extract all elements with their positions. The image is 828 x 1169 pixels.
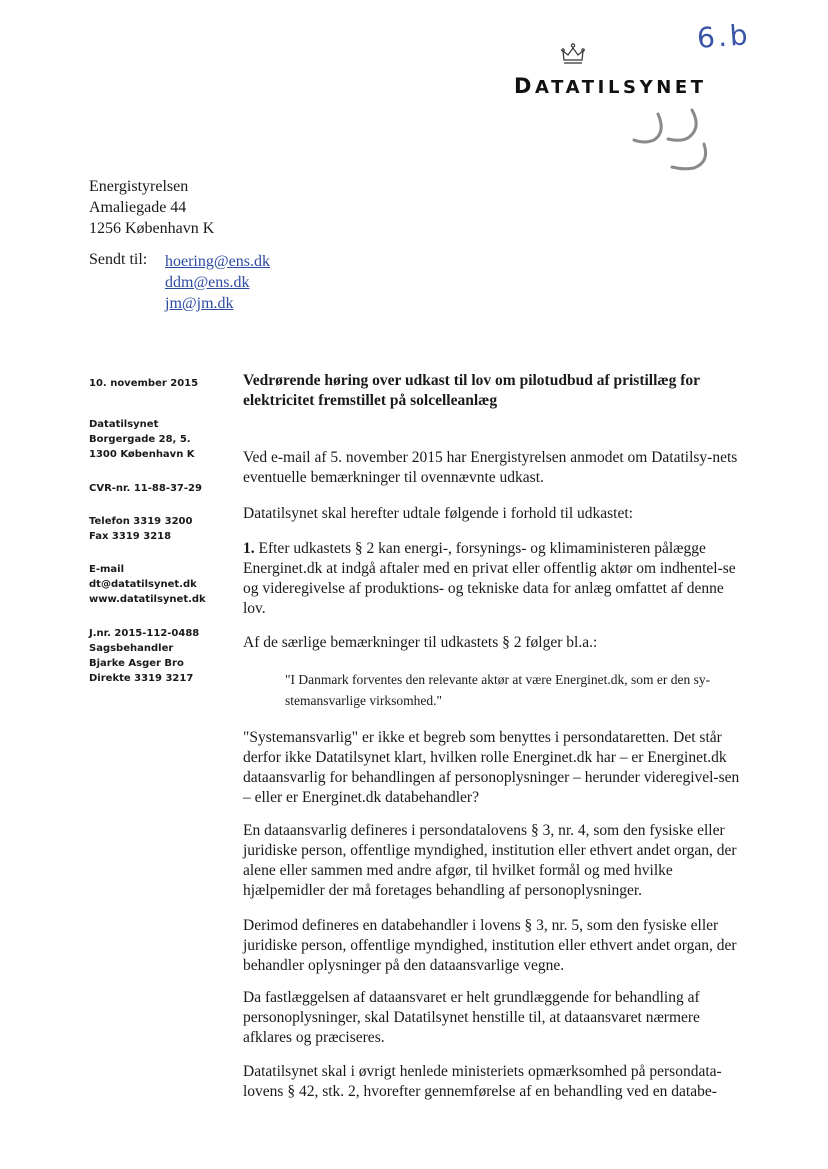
crown-icon	[560, 42, 586, 68]
paragraph-3-number: 1.	[243, 539, 255, 557]
sender-block	[89, 417, 195, 462]
sent-to-list	[165, 251, 270, 314]
case-block	[89, 626, 199, 686]
paragraph-1: Ved e-mail af 5. november 2015 har Energistyrelsen anmodet om Datatilsy-nets eventuelle bemærkninger til ovennævnte udkast.	[243, 448, 738, 486]
paragraph-5: "Systemansvarlig" er ikke et begreb som benyttes i persondataretten. Det står derfor ikke Datatilsynet klart, hvilken rolle Energinet.dk har – er Energinet.dk dataansvarlig for behandlingen af personoplysninger – herunder videregivel-sen – eller er Energinet.dk databehandler?	[243, 728, 740, 806]
journal-number: J.nr. 2015-112-0488	[89, 628, 200, 639]
logo-initial: D	[514, 74, 536, 98]
letter-subject: Vedrørende høring over udkast til lov om pilotudbud af pristillæg for elektricitet fremstillet på solcelleanlæg	[243, 372, 700, 409]
recipient-name: Energistyrelsen	[89, 178, 189, 195]
handler-label: Sagsbehandler	[89, 643, 174, 654]
paragraph-3	[243, 539, 743, 619]
sender-street: Borgergade 28, 5.	[89, 434, 191, 445]
paragraph-8: Da fastlæggelsen af dataansvaret er helt grundlæggende for behandling af personoplysninger, skal Datatilsynet henstille til, at dataansvaret nærmere afklares og præciseres.	[243, 988, 700, 1046]
contact-online-block	[89, 562, 206, 607]
recipient-address	[89, 176, 214, 239]
email-label: E-mail	[89, 564, 125, 575]
cvr-number: CVR-nr. 11-88-37-29	[89, 483, 202, 494]
logo-rest: ATATILSYNET	[535, 77, 707, 98]
paragraph-7: Derimod defineres en databehandler i lovens § 3, nr. 5, som den fysiske eller juridiske person, offentlige myndighed, institution eller ethvert andet organ, der behandler oplysninger på den dataansvarlige vegne.	[243, 916, 737, 974]
sender-name: Datatilsynet	[89, 419, 159, 430]
phone-number: Telefon 3319 3200	[89, 516, 193, 527]
quote-block: "I Danmark forventes den relevante aktør at være Energinet.dk, som er den sy-stemansvarlige virksomhed."	[285, 671, 711, 708]
direct-phone: Direkte 3319 3217	[89, 673, 194, 684]
paragraph-9: Datatilsynet skal i øvrigt henlede ministeriets opmærksomhed på persondata-lovens § 42, stk. 2, hvorefter gennemførelse af en behandling ved en databe-	[243, 1062, 722, 1100]
handwritten-scribble	[610, 106, 720, 182]
sender-email[interactable]: dt@datatilsynet.dk	[89, 579, 197, 590]
recipient-street: Amaliegade 44	[89, 199, 187, 216]
sent-to-email-1[interactable]: hoering@ens.dk	[165, 253, 270, 270]
handwritten-note: 6.b	[695, 18, 752, 55]
paragraph-6: En dataansvarlig defineres i persondatalovens § 3, nr. 4, som den fysiske eller juridiske person, offentlige myndighed, institution eller ethvert andet organ, der alene eller sammen med andre afgør, til hvilket formål og med hvilke hjælpemidler der må foretages behandling af personoplysninger.	[243, 821, 737, 899]
recipient-city: 1256 København K	[89, 220, 215, 237]
sent-to-email-2[interactable]: ddm@ens.dk	[165, 274, 250, 291]
logo	[514, 74, 707, 98]
sender-website[interactable]: www.datatilsynet.dk	[89, 594, 206, 605]
sent-to-label: Sendt til:	[89, 251, 148, 268]
sender-city: 1300 København K	[89, 449, 195, 460]
handler-name: Bjarke Asger Bro	[89, 658, 184, 669]
paragraph-2: Datatilsynet skal herefter udtale følgende i forhold til udkastet:	[243, 504, 633, 522]
fax-number: Fax 3319 3218	[89, 531, 172, 542]
paragraph-3-text: Efter udkastets § 2 kan energi-, forsynings- og klimaministeren pålægge Energinet.dk at indgå aftaler med en privat eller offentlig aktør om indhentel-se og videregivelse af produktions- og tekniske data for anlæg omfattet af denne lov.	[243, 539, 736, 617]
paragraph-4: Af de særlige bemærkninger til udkastets § 2 følger bl.a.:	[243, 633, 598, 651]
contact-phone-block	[89, 514, 192, 544]
letter-date: 10. november 2015	[89, 378, 199, 389]
sent-to-email-3[interactable]: jm@jm.dk	[165, 295, 234, 312]
